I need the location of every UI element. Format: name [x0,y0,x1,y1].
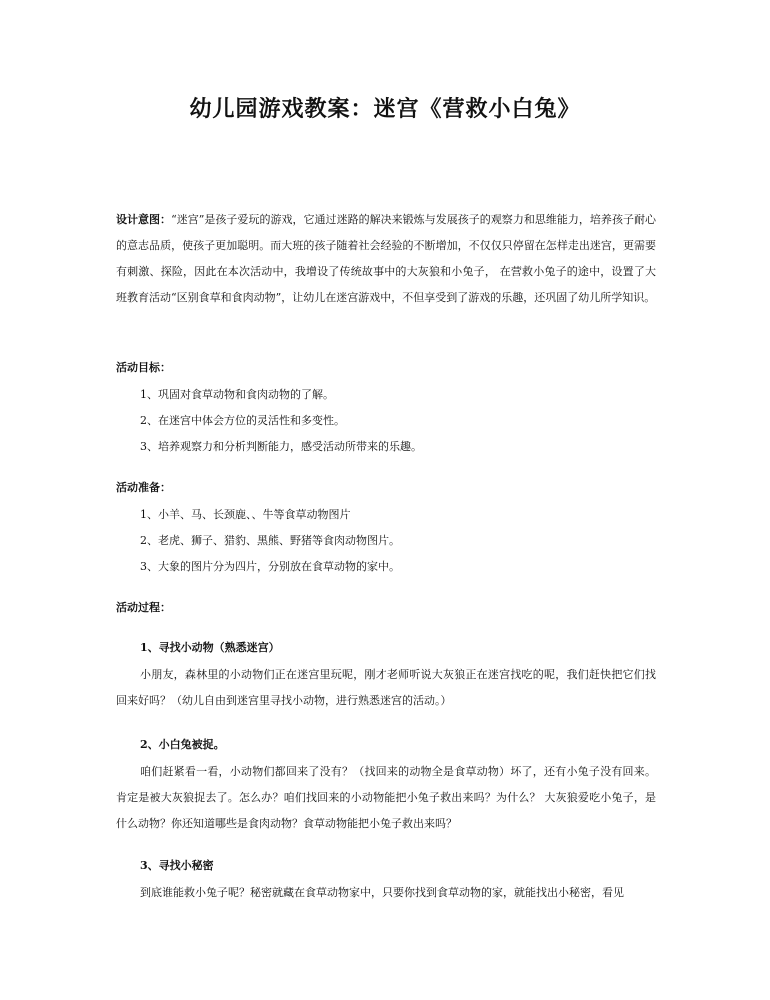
prep-heading: 活动准备： [116,481,171,494]
prep-item: 3、大象的图片分为四片，分别放在食草动物的家中。 [140,560,400,573]
step-title: 1、寻找小动物（熟悉迷宫） [140,641,280,654]
design-intent-label: 设计意图： [116,213,172,226]
prep-item: 2、老虎、狮子、猎豹、黑熊、野猪等食肉动物图片。 [140,534,400,547]
step-text: 咱们赶紧看一看，小动物们都回来了没有？（找回来的动物全是食草动物）坏了，还有小兔子没有回来。肯定是被大灰狼捉去了。怎么办？咱们找回来的小动物能把小兔子救出来吗？为什么？ 大灰狼爱吃小兔子，是什么动物？你还知道哪些是食肉动物？食草动物能把小兔子救出来吗？ [116,765,656,830]
prep-section [116,478,656,580]
process-section [116,598,656,618]
step-title: 2、小白兔被捉。 [140,738,225,751]
design-intent-text: “迷宫”是孩子爱玩的游戏，它通过迷路的解决来锻炼与发展孩子的观察力和思维能力，培养孩子耐心的意志品质，使孩子更加聪明。而大班的孩子随着社会经验的不断增加，不仅仅只停留在怎样走出迷宫，更需要有刺激、探险，因此在本次活动中，我增设了传统故事中的大灰狼和小兔子， 在营救小兔子的途中，设置了大班教育活动“区别食草和食肉动物”，让幼儿在迷宫游戏中，不但享受到了游戏的乐趣，还巩固了幼儿所学知识。 [116,213,656,304]
step-text: 到底谁能救小兔子呢？秘密就藏在食草动物家中，只要你找到食草动物的家，就能找出小秘密，看见 [140,886,624,899]
goals-item: 3、培养观察力和分析判断能力，感受活动所带来的乐趣。 [140,440,422,453]
design-intent-section [116,207,656,311]
goals-section [116,358,656,460]
process-step-2 [116,735,656,837]
process-step-1 [116,638,656,714]
goals-item: 2、在迷宫中体会方位的灵活性和多变性。 [140,414,345,427]
process-heading: 活动过程： [116,601,171,614]
goals-item: 1、巩固对食草动物和食肉动物的了解。 [140,388,334,401]
process-step-3 [116,856,656,906]
prep-item: 1、小羊、马、长颈鹿、、牛等食草动物图片 [140,508,351,521]
step-text: 小朋友，森林里的小动物们正在迷宫里玩呢，刚才老师听说大灰狼正在迷宫找吃的呢，我们赶快把它们找回来好吗？（幼儿自由到迷宫里寻找小动物，进行熟悉迷宫的活动。） [116,668,656,707]
design-intent-paragraph [116,207,656,311]
goals-heading: 活动目标： [116,361,171,374]
step-title: 3、寻找小秘密 [140,859,214,872]
page-title: 幼儿园游戏教案：迷宫《营救小白兔》 [189,96,581,122]
